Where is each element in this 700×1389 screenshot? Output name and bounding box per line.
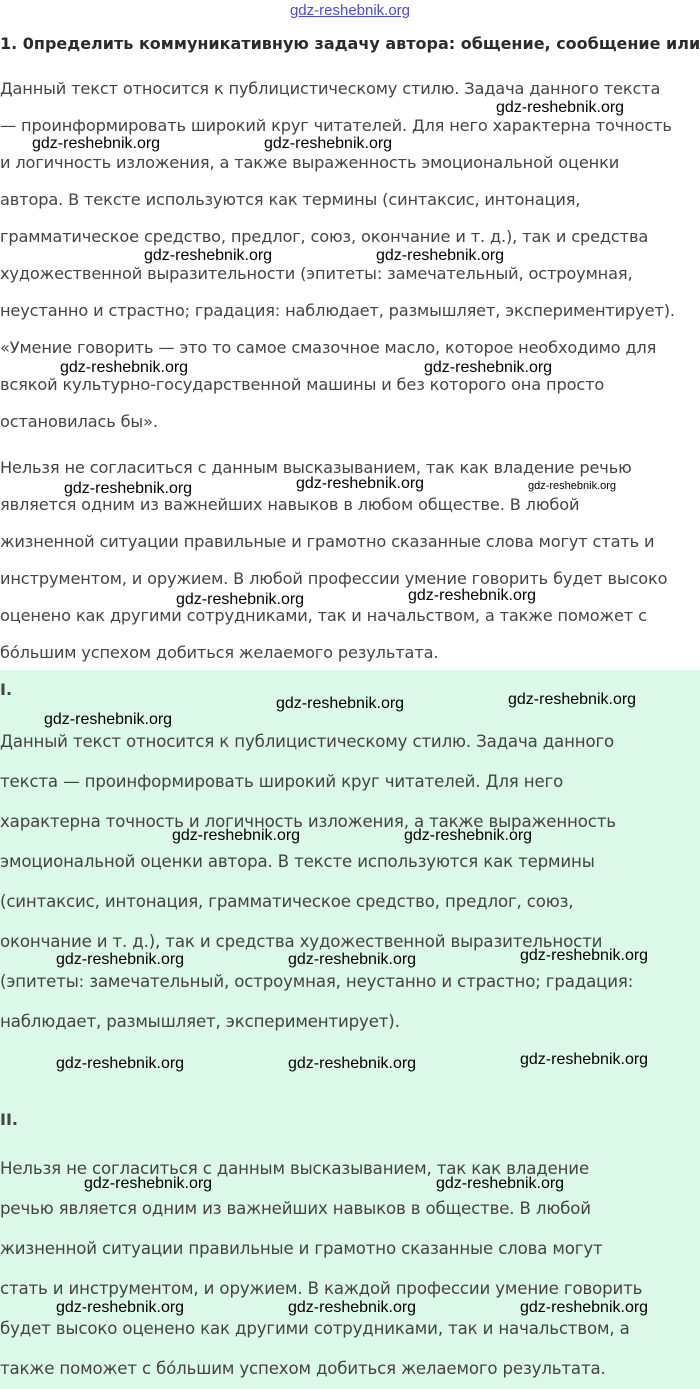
text-line: (синтаксис, интонация, грамматическое средство, предлог, союз, bbox=[0, 892, 574, 911]
watermark: gdz-reshebnik.org bbox=[376, 247, 505, 264]
watermark: gdz-reshebnik.org bbox=[408, 587, 537, 604]
text-line: речью является одним из важнейших навыков в обществе. В любой bbox=[0, 1199, 591, 1218]
section-1-paragraph bbox=[0, 722, 696, 1042]
watermark: gdz-reshebnik.org bbox=[56, 1055, 185, 1072]
watermark: gdz-reshebnik.org bbox=[32, 135, 161, 152]
text-line: грамматическое средство, предлог, союз, окончание и т. д.), так и средства bbox=[0, 227, 649, 246]
site-link[interactable]: gdz-reshebnik.org bbox=[289, 2, 411, 19]
watermark: gdz-reshebnik.org bbox=[64, 480, 193, 497]
watermark: gdz-reshebnik.org bbox=[496, 99, 625, 116]
watermark: gdz-reshebnik.org bbox=[276, 695, 405, 712]
answer-paragraph-1 bbox=[0, 70, 696, 440]
watermark: gdz-reshebnik.org bbox=[296, 475, 425, 492]
watermark: gdz-reshebnik.org bbox=[288, 1055, 417, 1072]
text-line: окончание и т. д.), так и средства художественной выразительности bbox=[0, 932, 603, 951]
text-line: бо́льшим успехом добиться желаемого результата. bbox=[0, 643, 439, 662]
watermark: gdz-reshebnik.org bbox=[288, 951, 417, 968]
text-line: художественной выразительности (эпитеты: замечательный, остроумная, bbox=[0, 264, 633, 283]
watermark: gdz-reshebnik.org bbox=[288, 1299, 417, 1316]
watermark: gdz-reshebnik.org bbox=[404, 827, 533, 844]
watermark: gdz-reshebnik.org bbox=[144, 247, 273, 264]
text-line: характерна точность и логичность изложения, а также выраженность bbox=[0, 812, 616, 831]
watermark: gdz-reshebnik.org bbox=[520, 1051, 649, 1068]
watermark: gdz-reshebnik.org bbox=[172, 827, 301, 844]
text-line: стать и инструментом, и оружием. В каждой профессии умение говорить bbox=[0, 1279, 643, 1298]
watermark: gdz-reshebnik.org bbox=[60, 359, 189, 376]
text-line: будет высоко оценено как другими сотрудниками, так и начальством, а bbox=[0, 1319, 630, 1338]
watermark: gdz-reshebnik.org bbox=[84, 1175, 213, 1192]
text-line: (эпитеты: замечательный, остроумная, неустанно и страстно; градация: bbox=[0, 972, 634, 991]
watermark: gdz-reshebnik.org bbox=[436, 1175, 565, 1192]
watermark: gdz-reshebnik.org bbox=[176, 591, 305, 608]
text-line: жизненной ситуации правильные и грамотно сказанные слова могут стать и bbox=[0, 532, 655, 551]
watermark: gdz-reshebnik.org bbox=[56, 1299, 185, 1316]
text-line: остановилась бы». bbox=[0, 412, 158, 431]
text-line: всякой культурно-государственной машины и без которого она просто bbox=[0, 375, 605, 394]
highlighted-answer-block bbox=[0, 670, 700, 1389]
watermark: gdz-reshebnik.org bbox=[520, 1299, 649, 1316]
watermark: gdz-reshebnik.org bbox=[424, 359, 553, 376]
text-line: «Умение говорить — это то самое смазочное масло, которое необходимо для bbox=[0, 338, 657, 357]
text-line: — проинформировать широкий круг читателей. Для него характерна точность bbox=[0, 116, 672, 135]
text-line: жизненной ситуации правильные и грамотно сказанные слова могут bbox=[0, 1239, 603, 1258]
text-line: инструментом, и оружием. В любой профессии умение говорить будет высоко bbox=[0, 569, 668, 588]
text-line: является одним из важнейших навыков в любом обществе. В любой bbox=[0, 495, 580, 514]
text-line: Данный текст относится к публицистическому стилю. Задача данного bbox=[0, 732, 615, 751]
watermark: gdz-reshebnik.org bbox=[528, 480, 617, 492]
text-line: неустанно и страстно; градация: наблюдает, размышляет, экспериментирует). bbox=[0, 301, 675, 320]
text-line: Данный текст относится к публицистическому стилю. Задача данного текста bbox=[0, 79, 661, 98]
text-line: автора. В тексте используются как термины (синтаксис, интонация, bbox=[0, 190, 581, 209]
text-line: и логичность изложения, а также выраженность эмоциональной оценки bbox=[0, 153, 620, 172]
text-line: эмоциональной оценки автора. В тексте используются как термины bbox=[0, 852, 595, 871]
watermark: gdz-reshebnik.org bbox=[264, 135, 393, 152]
text-line: наблюдает, размышляет, экспериментирует). bbox=[0, 1012, 400, 1031]
watermark: gdz-reshebnik.org bbox=[508, 691, 637, 708]
watermark: gdz-reshebnik.org bbox=[44, 711, 173, 728]
watermark: gdz-reshebnik.org bbox=[56, 951, 185, 968]
section-label-1: I. bbox=[0, 680, 13, 699]
watermark: gdz-reshebnik.org bbox=[520, 947, 649, 964]
text-line: текста — проинформировать широкий круг читателей. Для него bbox=[0, 772, 564, 791]
text-line: также поможет с бо́льшим успехом добиться желаемого результата. bbox=[0, 1359, 606, 1378]
text-line: Нельзя не согласиться с данным высказыванием, так как владение bbox=[0, 1159, 589, 1178]
text-line: оценено как другими сотрудниками, так и начальством, а также поможет с bbox=[0, 606, 647, 625]
text-line: Нельзя не согласиться с данным высказыванием, так как владение речью bbox=[0, 458, 632, 477]
question-title: 1. 0пределить коммуникативную задачу автора: общение, сообщение или bbox=[0, 34, 700, 53]
section-label-2: II. bbox=[0, 1110, 18, 1129]
